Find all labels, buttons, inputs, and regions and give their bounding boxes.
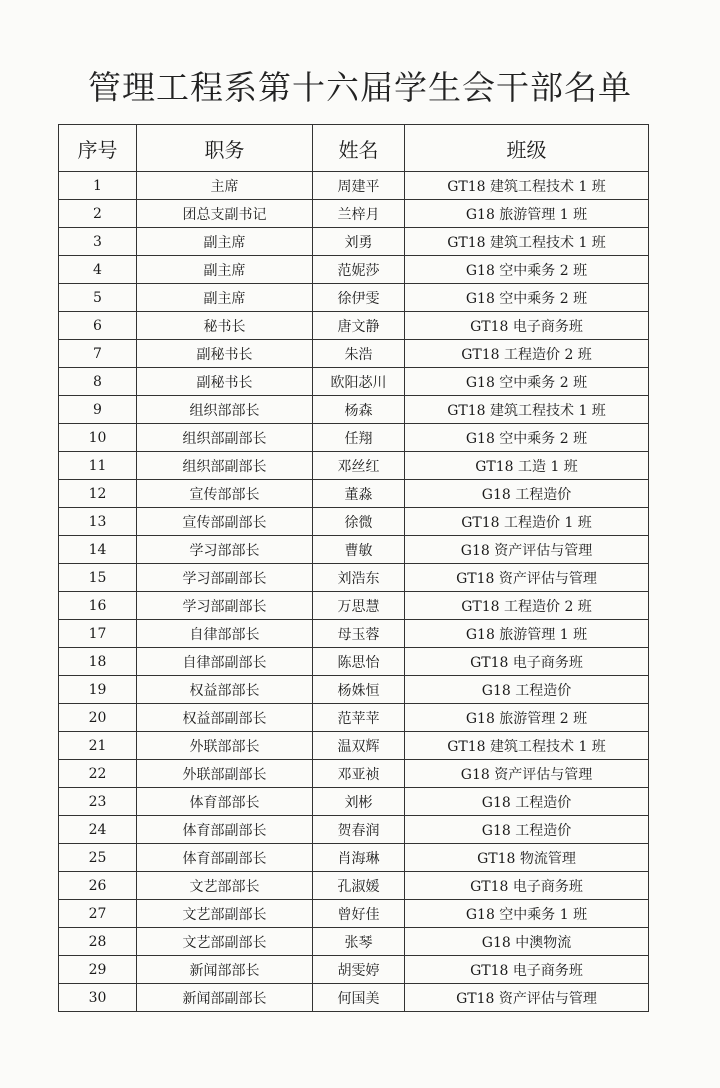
cell-position: 副主席 [137,228,313,256]
table-row [59,256,649,284]
cell-name: 刘浩东 [313,564,405,592]
cell-name: 孔淑媛 [313,872,405,900]
table-row [59,312,649,340]
cell-index: 13 [59,508,137,536]
roster-body [59,172,649,1012]
cell-name: 温双辉 [313,732,405,760]
cell-position: 自律部副部长 [137,648,313,676]
table-row [59,620,649,648]
cell-class: G18 工程造价 [405,676,649,704]
cell-index: 19 [59,676,137,704]
cell-index: 30 [59,984,137,1012]
cell-name: 邓丝红 [313,452,405,480]
cell-class: G18 空中乘务 2 班 [405,368,649,396]
cell-position: 主席 [137,172,313,200]
cell-position: 权益部部长 [137,676,313,704]
cell-position: 组织部副部长 [137,452,313,480]
cell-class: GT18 资产评估与管理 [405,564,649,592]
table-row [59,228,649,256]
cell-name: 肖海琳 [313,844,405,872]
cell-index: 6 [59,312,137,340]
cell-index: 21 [59,732,137,760]
cell-class: GT18 建筑工程技术 1 班 [405,172,649,200]
cell-index: 12 [59,480,137,508]
cell-name: 万思慧 [313,592,405,620]
table-row [59,396,649,424]
header-index: 序号 [59,125,137,172]
header-class: 班级 [405,125,649,172]
cell-class: GT18 物流管理 [405,844,649,872]
cell-position: 团总支副书记 [137,200,313,228]
cell-name: 唐文静 [313,312,405,340]
cell-position: 副主席 [137,256,313,284]
cell-position: 学习部副部长 [137,564,313,592]
cell-index: 2 [59,200,137,228]
cell-position: 副秘书长 [137,340,313,368]
cell-name: 贺春润 [313,816,405,844]
table-row [59,172,649,200]
table-row [59,200,649,228]
cell-index: 25 [59,844,137,872]
cell-position: 新闻部副部长 [137,984,313,1012]
cell-position: 文艺部副部长 [137,900,313,928]
cell-name: 胡雯婷 [313,956,405,984]
cell-class: GT18 工造 1 班 [405,452,649,480]
cell-position: 自律部部长 [137,620,313,648]
roster-table [58,124,649,1012]
cell-position: 副主席 [137,284,313,312]
cell-class: G18 工程造价 [405,480,649,508]
cell-class: GT18 建筑工程技术 1 班 [405,396,649,424]
cell-class: G18 资产评估与管理 [405,536,649,564]
cell-index: 1 [59,172,137,200]
table-row [59,452,649,480]
cell-name: 曾好佳 [313,900,405,928]
cell-index: 10 [59,424,137,452]
cell-index: 9 [59,396,137,424]
table-row [59,956,649,984]
cell-index: 15 [59,564,137,592]
cell-class: G18 空中乘务 2 班 [405,424,649,452]
cell-position: 体育部副部长 [137,816,313,844]
cell-name: 范苹苹 [313,704,405,732]
cell-class: GT18 建筑工程技术 1 班 [405,228,649,256]
cell-class: G18 空中乘务 1 班 [405,900,649,928]
cell-index: 28 [59,928,137,956]
cell-name: 刘勇 [313,228,405,256]
cell-name: 曹敏 [313,536,405,564]
cell-position: 学习部副部长 [137,592,313,620]
table-row [59,872,649,900]
cell-position: 秘书长 [137,312,313,340]
table-row [59,424,649,452]
cell-position: 组织部部长 [137,396,313,424]
document-title: 管理工程系第十六届学生会干部名单 [88,68,632,107]
cell-position: 新闻部部长 [137,956,313,984]
table-row [59,704,649,732]
table-row [59,340,649,368]
cell-position: 宣传部部长 [137,480,313,508]
cell-index: 14 [59,536,137,564]
cell-class: GT18 建筑工程技术 1 班 [405,732,649,760]
cell-class: G18 旅游管理 1 班 [405,620,649,648]
cell-name: 欧阳苾川 [313,368,405,396]
cell-position: 副秘书长 [137,368,313,396]
cell-name: 任翔 [313,424,405,452]
cell-name: 邓亚祯 [313,760,405,788]
cell-name: 杨姝恒 [313,676,405,704]
cell-index: 22 [59,760,137,788]
cell-position: 学习部部长 [137,536,313,564]
cell-class: GT18 电子商务班 [405,872,649,900]
cell-class: G18 旅游管理 2 班 [405,704,649,732]
cell-index: 11 [59,452,137,480]
cell-class: GT18 电子商务班 [405,312,649,340]
table-row [59,368,649,396]
cell-position: 宣传部副部长 [137,508,313,536]
cell-class: G18 资产评估与管理 [405,760,649,788]
cell-position: 体育部副部长 [137,844,313,872]
table-row [59,508,649,536]
table-row [59,284,649,312]
cell-class: G18 工程造价 [405,816,649,844]
cell-position: 体育部部长 [137,788,313,816]
table-row [59,564,649,592]
table-row [59,592,649,620]
cell-name: 兰梓月 [313,200,405,228]
cell-name: 徐伊雯 [313,284,405,312]
table-row [59,984,649,1012]
cell-position: 外联部部长 [137,732,313,760]
cell-class: G18 空中乘务 2 班 [405,284,649,312]
cell-position: 组织部副部长 [137,424,313,452]
cell-class: GT18 资产评估与管理 [405,984,649,1012]
cell-index: 24 [59,816,137,844]
cell-class: G18 中澳物流 [405,928,649,956]
cell-index: 26 [59,872,137,900]
cell-name: 张琴 [313,928,405,956]
cell-name: 朱浩 [313,340,405,368]
table-row [59,816,649,844]
cell-class: GT18 工程造价 2 班 [405,592,649,620]
table-row [59,760,649,788]
cell-index: 3 [59,228,137,256]
table-row [59,900,649,928]
table-row [59,844,649,872]
cell-name: 范妮莎 [313,256,405,284]
cell-position: 外联部副部长 [137,760,313,788]
cell-name: 董淼 [313,480,405,508]
cell-class: G18 工程造价 [405,788,649,816]
cell-index: 5 [59,284,137,312]
cell-class: G18 旅游管理 1 班 [405,200,649,228]
cell-position: 文艺部部长 [137,872,313,900]
cell-index: 8 [59,368,137,396]
cell-index: 23 [59,788,137,816]
cell-class: G18 空中乘务 2 班 [405,256,649,284]
cell-position: 权益部副部长 [137,704,313,732]
header-position: 职务 [137,125,313,172]
cell-name: 母玉蓉 [313,620,405,648]
cell-name: 陈思怡 [313,648,405,676]
cell-class: GT18 工程造价 2 班 [405,340,649,368]
cell-index: 4 [59,256,137,284]
cell-index: 7 [59,340,137,368]
table-row [59,536,649,564]
cell-index: 27 [59,900,137,928]
table-row [59,480,649,508]
cell-class: GT18 工程造价 1 班 [405,508,649,536]
table-row [59,676,649,704]
table-row [59,648,649,676]
cell-name: 杨森 [313,396,405,424]
header-name: 姓名 [313,125,405,172]
cell-name: 何国美 [313,984,405,1012]
cell-index: 29 [59,956,137,984]
header-row [59,125,649,172]
cell-name: 刘彬 [313,788,405,816]
cell-index: 20 [59,704,137,732]
table-row [59,928,649,956]
cell-index: 17 [59,620,137,648]
cell-name: 徐微 [313,508,405,536]
table-row [59,732,649,760]
cell-index: 18 [59,648,137,676]
table-row [59,788,649,816]
cell-class: GT18 电子商务班 [405,956,649,984]
cell-index: 16 [59,592,137,620]
cell-name: 周建平 [313,172,405,200]
cell-position: 文艺部副部长 [137,928,313,956]
cell-class: GT18 电子商务班 [405,648,649,676]
